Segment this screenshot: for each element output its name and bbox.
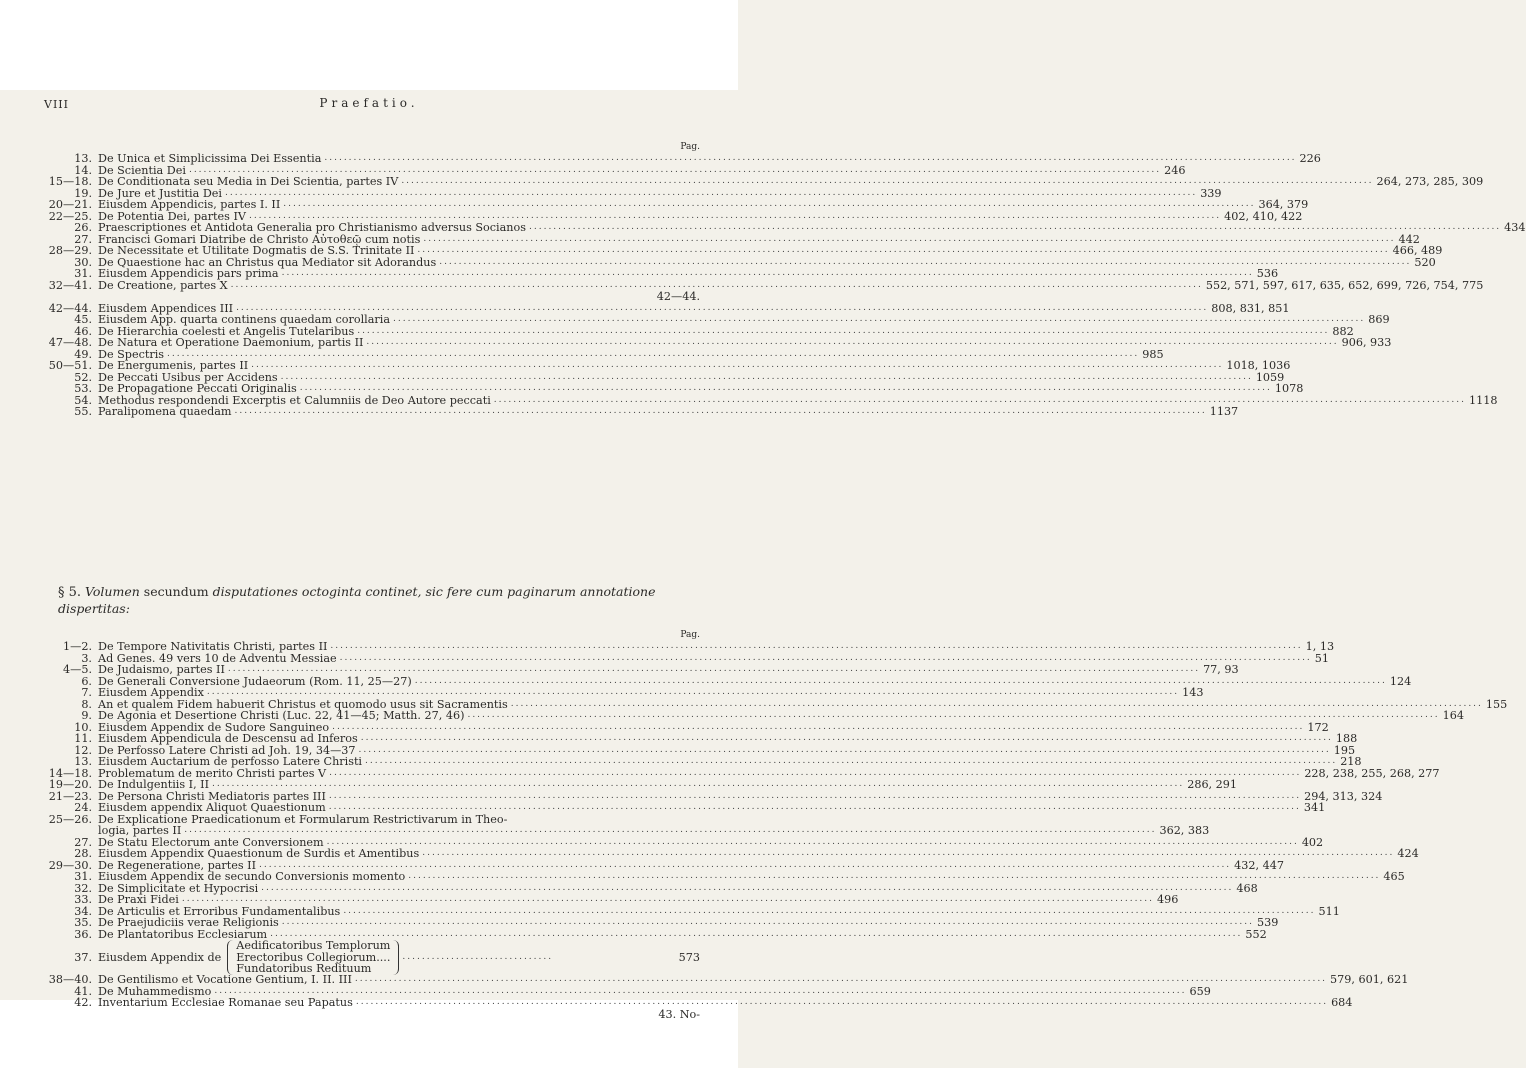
entry-title: De Spectris bbox=[98, 347, 165, 361]
entry-title: De Perfosso Latere Christi ad Joh. 19, 34—37 bbox=[98, 743, 356, 757]
entry-number: 42. bbox=[74, 996, 92, 1009]
entry-title: Ad Genes. 49 vers 10 de Adventu Messiae bbox=[98, 651, 337, 665]
entry-number: 49. bbox=[74, 347, 92, 361]
entry-pages: 246 bbox=[1164, 163, 1186, 177]
entry-number: 26. bbox=[74, 221, 92, 234]
entry-number: 7. bbox=[81, 686, 92, 699]
entry-number: 31. bbox=[74, 267, 92, 280]
entry-number: 50—51. bbox=[48, 359, 92, 372]
entry-number: 36. bbox=[74, 927, 92, 941]
dot-leader: ........................................................................................................................................................................................................ bbox=[184, 825, 1157, 835]
dot-leader: ........................................................................................................................................................................................................ bbox=[417, 245, 1390, 255]
entry-number: 41. bbox=[74, 984, 92, 998]
entry-number: 4—5. bbox=[63, 663, 92, 676]
entry-title: Eiusdem Appendix Quaestionum de Surdis et Amentibus bbox=[98, 847, 420, 860]
brace-item: Aedificatoribus Templorum bbox=[236, 939, 391, 952]
entry-title: De Indulgentiis I, II bbox=[98, 778, 210, 791]
toc-entry bbox=[40, 244, 1443, 257]
dot-leader: ........................................................................................................................................................................................................ bbox=[358, 744, 1331, 755]
dot-leader: ........................................................................................................................................................................................................ bbox=[188, 164, 1162, 175]
dot-leader: ........................................................................................................................................................................................................ bbox=[360, 733, 1333, 743]
dot-leader: ........................................................................................................................................................................................................ bbox=[330, 641, 1303, 651]
entry-pages: 1137 bbox=[1209, 405, 1239, 418]
entry-title: De Propagatione Peccati Originalis bbox=[98, 382, 297, 395]
page-header bbox=[44, 96, 694, 116]
entry-pages: 465 bbox=[1383, 870, 1405, 883]
entry-title: Francisci Gomari Diatribe de Christo Αὐτοθεῷ cum notis bbox=[98, 232, 421, 246]
entry-number: 3. bbox=[81, 651, 92, 665]
entry-title: De Potentia Dei, partes IV bbox=[98, 209, 246, 223]
toc-section-2 bbox=[40, 630, 1508, 1021]
dot-leader: ........................................................................................................................................................................................................ bbox=[261, 882, 1234, 893]
dot-leader: ........................................................................................................................................................................................................ bbox=[414, 675, 1387, 686]
entry-number: 22—25. bbox=[48, 209, 92, 223]
dot-leader: ........................................................................................................................................................................................................ bbox=[339, 652, 1312, 663]
entry-number: 45. bbox=[74, 313, 92, 326]
dot-leader: ........................................................................................................................................................................................................ bbox=[355, 997, 1329, 1007]
dot-leader: ........................................................................................................................................................................................................ bbox=[423, 233, 1396, 244]
entry-number: 30. bbox=[74, 255, 92, 269]
entry-pages: 906, 933 bbox=[1341, 336, 1392, 349]
entry-title: De Regeneratione, partes II bbox=[98, 858, 256, 872]
dot-leader: ........................................................................................................................................................................................................ bbox=[212, 779, 1185, 789]
entry-pages: 362, 383 bbox=[1159, 824, 1210, 837]
pag-column-label: Pag. bbox=[680, 630, 700, 640]
entry-number: 46. bbox=[74, 324, 92, 338]
entry-pages: 402 bbox=[1301, 835, 1324, 849]
toc-entry bbox=[40, 278, 1484, 292]
entry-title: De Gentilismo et Vocatione Gentium, I. II. III bbox=[98, 973, 352, 986]
entry-title: De Jure et Justitia Dei bbox=[98, 186, 223, 200]
dot-leader: ........................................................................................................................................................................................................ bbox=[214, 985, 1187, 996]
toc-entry bbox=[40, 152, 1321, 165]
entry-title: Methodus respondendi Excerptis et Calumniis de Deo Autore peccati bbox=[98, 393, 491, 407]
entry-pages: 124 bbox=[1389, 674, 1412, 688]
entry-pages: 432, 447 bbox=[1234, 858, 1284, 872]
dot-leader: ........................................................................................................................................................................................................ bbox=[467, 710, 1440, 720]
toc-entry bbox=[40, 732, 1358, 745]
dot-leader: ........................................................................................................................................................................................................ bbox=[225, 187, 1198, 198]
entry-pages: 188 bbox=[1335, 732, 1358, 745]
entry-number: 14—18. bbox=[48, 766, 92, 780]
entry-number: 52. bbox=[74, 370, 92, 384]
brace-group bbox=[227, 940, 399, 975]
dot-leader: ........................................................................................................................................................................................................ bbox=[493, 394, 1466, 405]
entry-pages: 869 bbox=[1368, 313, 1390, 326]
dot-leader: ........................................................................................................................................................................................................ bbox=[326, 836, 1299, 847]
dot-leader: ........................................................................................................................................................................................................ bbox=[329, 767, 1302, 778]
entry-number: 19. bbox=[74, 186, 92, 200]
entry-pages: 496 bbox=[1157, 893, 1179, 906]
entry-number: 29—30. bbox=[48, 858, 92, 872]
entry-title: De Generali Conversione Judaeorum (Rom. 11, 25—27) bbox=[98, 674, 412, 688]
entry-title: De Peccati Usibus per Accidens bbox=[98, 370, 278, 384]
toc-entry bbox=[40, 755, 1362, 768]
toc-entry bbox=[40, 221, 1526, 234]
section-heading-secundum: secundum bbox=[143, 584, 209, 599]
brace-item: Fundatoribus Redituum bbox=[236, 962, 372, 975]
entry-number: 10. bbox=[74, 720, 92, 734]
running-title: Praefatio. bbox=[319, 96, 419, 110]
entry-pages: 339 bbox=[1200, 186, 1222, 200]
toc-entry bbox=[40, 778, 1238, 791]
dot-leader: ........................................................................................................................................................................................................ bbox=[251, 360, 1224, 370]
entry-number: 27. bbox=[74, 232, 92, 246]
entry-number: 35. bbox=[74, 916, 92, 929]
dot-leader: ........................................................................................................................................................................................................ bbox=[283, 199, 1256, 209]
dot-leader: ........................................................................................................................................................................................................ bbox=[234, 406, 1207, 416]
toc-entry bbox=[40, 267, 1279, 280]
entry-number bbox=[40, 825, 98, 837]
entry-pages: 579, 601, 621 bbox=[1330, 973, 1409, 986]
dot-leader: ........................................................................................................................................................................................................ bbox=[281, 268, 1254, 278]
entry-pages: 520 bbox=[1414, 255, 1436, 269]
entry-pages: 424 bbox=[1397, 847, 1419, 860]
entry-pages: 1, 13 bbox=[1305, 640, 1335, 653]
entry-number: 6. bbox=[81, 674, 92, 688]
continuation-line: 42—44. bbox=[656, 290, 700, 303]
entry-number: 15—18. bbox=[48, 175, 92, 188]
entry-title: De Praxi Fidei bbox=[98, 893, 179, 906]
toc-entry bbox=[40, 801, 1326, 814]
entry-number: 20—21. bbox=[48, 198, 92, 211]
entry-pages: 1018, 1036 bbox=[1226, 359, 1291, 372]
entry-number: 19—20. bbox=[48, 778, 92, 791]
entry-title: De Creatione, partes X bbox=[98, 278, 228, 292]
entry-number: 8. bbox=[81, 697, 92, 711]
entry-title: Eiusdem Auctarium de perfosso Latere Christi bbox=[98, 755, 363, 768]
entry-title: Eiusdem Appendicula de Descensu ad Inferos bbox=[98, 732, 358, 745]
entry-number: 32. bbox=[74, 881, 92, 895]
entry-number: 27. bbox=[74, 835, 92, 849]
entry-title: De Conditionata seu Media in Dei Scientia, partes IV bbox=[98, 175, 399, 188]
dot-leader: ........................................................................................................................................................................................................ bbox=[281, 917, 1254, 927]
dot-leader: ........................................................................................................................................................................................................ bbox=[206, 687, 1180, 697]
page-top-margin bbox=[0, 0, 738, 90]
entry-number: 54. bbox=[74, 393, 92, 407]
entry-title: De Tempore Nativitatis Christi, partes II bbox=[98, 640, 328, 653]
entry-title: De Statu Electorum ante Conversionem bbox=[98, 835, 324, 849]
entry-pages: 1059 bbox=[1255, 370, 1285, 384]
entry-pages: 286, 291 bbox=[1187, 778, 1238, 791]
dot-leader: ........................................................................................................................................................................................................ bbox=[401, 176, 1374, 186]
dot-leader: ........................................................................................................................................................................................................ bbox=[259, 859, 1232, 870]
entry-title: Eiusdem App. quarta continens quaedam corollaria bbox=[98, 313, 391, 326]
entry-number: 55. bbox=[74, 405, 92, 418]
entry-pages: 466, 489 bbox=[1392, 244, 1443, 257]
dot-leader: ........................................................................................................................................................................................................ bbox=[167, 348, 1140, 359]
entry-pages: 294, 313, 324 bbox=[1304, 789, 1383, 803]
entry-number: 28—29. bbox=[48, 244, 92, 257]
entry-number: 14. bbox=[74, 163, 92, 177]
dot-leader: ........................................................................................................................................................................................................ bbox=[324, 153, 1297, 163]
page-number: VIII bbox=[44, 98, 69, 111]
dot-leader: ........................................................................................................................................................................................................ bbox=[280, 371, 1253, 382]
entry-title: De Articulis et Erroribus Fundamentalibus bbox=[98, 904, 341, 918]
entry-title: Eiusdem Appendix de secundo Conversionis momento bbox=[98, 870, 406, 883]
entry-title: De Natura et Operatione Daemonium, partis II bbox=[98, 336, 364, 349]
entry-pages: 226 bbox=[1299, 152, 1321, 165]
pag-column-label: Pag. bbox=[680, 142, 700, 152]
entry-pages: 164 bbox=[1442, 709, 1464, 722]
entry-title: Eiusdem Appendicis, partes I. II bbox=[98, 198, 281, 211]
entry-title: De Scientia Dei bbox=[98, 163, 186, 177]
dot-leader: ........................................................................................................................................................................................................ bbox=[332, 721, 1305, 732]
entry-pages: 552 bbox=[1245, 927, 1267, 941]
entry-pages: 882 bbox=[1332, 324, 1354, 338]
toc-section-1 bbox=[40, 142, 1526, 418]
toc-entry-brace bbox=[40, 940, 700, 974]
entry-pages: 539 bbox=[1256, 916, 1279, 929]
toc-entry bbox=[40, 198, 1309, 211]
entry-pages: 51 bbox=[1314, 651, 1330, 665]
toc-entry bbox=[40, 405, 1239, 418]
dot-leader: ........................................................................................................................................................................................................ bbox=[236, 302, 1209, 313]
entry-number: 37. bbox=[74, 950, 92, 964]
entry-number: 33. bbox=[74, 893, 92, 906]
entry-number: 9. bbox=[81, 709, 92, 722]
dot-leader: ........................................................................................................................................................................................................ bbox=[270, 928, 1243, 939]
dot-leader: ........................................................................................................................................................................................................ bbox=[366, 337, 1339, 347]
toc-entry bbox=[40, 847, 1419, 860]
catchword: 43. No- bbox=[658, 1007, 700, 1021]
entry-pages: 442 bbox=[1398, 232, 1420, 246]
entry-number: 32—41. bbox=[48, 278, 92, 292]
entry-pages: 218 bbox=[1340, 755, 1362, 768]
entry-number: 12. bbox=[74, 743, 92, 757]
section-heading-volumen: Volumen bbox=[85, 584, 140, 599]
dot-leader: ........................................................................................................................................................................................................ bbox=[343, 905, 1316, 916]
toc-entry bbox=[40, 640, 1335, 653]
entry-title: Eiusdem Appendices III bbox=[98, 301, 234, 315]
toc-entry bbox=[40, 824, 1210, 837]
entry-number: 13. bbox=[74, 152, 92, 165]
dot-leader: ........................................................................................................................................................................................................ bbox=[510, 698, 1483, 709]
entry-pages: 143 bbox=[1182, 686, 1204, 699]
entry-title: De Persona Christi Mediatoris partes III bbox=[98, 789, 326, 803]
entry-pages: 468 bbox=[1236, 881, 1258, 895]
entry-pages: 172 bbox=[1307, 720, 1329, 734]
dot-leader: ........................................................................................................................................................................................................ bbox=[299, 383, 1272, 393]
dot-leader: ........................................................................................................................................................................................................ bbox=[328, 790, 1302, 801]
entry-pages: 155 bbox=[1485, 697, 1508, 711]
toc-entry bbox=[40, 709, 1464, 722]
toc-entry bbox=[40, 336, 1392, 349]
toc-entry bbox=[40, 893, 1179, 906]
toc-entry bbox=[40, 916, 1279, 929]
toc-entry bbox=[40, 663, 1239, 676]
entry-title: De Necessitate et Utilitate Dogmatis de S.S. Trinitate II bbox=[98, 244, 415, 257]
entry-title: De Simplicitate et Hypocrisi bbox=[98, 881, 259, 895]
dot-leader: ........................................................................................................................................................................................................ bbox=[328, 802, 1301, 812]
dot-leader: ........................................................................................................................................................................................................ bbox=[365, 756, 1338, 766]
toc-entry bbox=[40, 359, 1291, 372]
entry-pages: 552, 571, 597, 617, 635, 652, 699, 726, 754, 775 bbox=[1205, 278, 1484, 292]
entry-title: Eiusdem Appendix bbox=[98, 686, 204, 699]
section-mark: § 5. bbox=[58, 585, 82, 600]
entry-pages: 364, 379 bbox=[1258, 198, 1309, 211]
toc-entry bbox=[40, 973, 1409, 986]
entry-title: De Hierarchia coelesti et Angelis Tutelaribus bbox=[98, 324, 355, 338]
entry-number: 53. bbox=[74, 382, 92, 395]
entry-pages: 808, 831, 851 bbox=[1211, 301, 1290, 315]
dot-leader: ........................................................................................................................................................................................................ bbox=[248, 210, 1222, 221]
toc-entry bbox=[40, 382, 1304, 395]
dot-leader: ........................................................................................................................................................................................................ bbox=[408, 871, 1381, 881]
toc-entry bbox=[40, 870, 1405, 883]
section-heading-text: disputationes octoginta continet, sic fere cum paginarum annotatione dispertitas: bbox=[58, 584, 656, 616]
brace-item: Erectoribus Collegiorum.... bbox=[236, 950, 391, 964]
entry-number: 25—26. bbox=[48, 812, 92, 826]
entry-pages: 195 bbox=[1333, 743, 1356, 757]
entry-number: 42—44. bbox=[48, 301, 92, 315]
entry-pages: 1118 bbox=[1468, 393, 1498, 407]
dot-leader: ............................... bbox=[402, 951, 554, 962]
entry-title: Paralipomena quaedam bbox=[98, 405, 232, 418]
entry-title: De Explicatione Praedicationum et Formularum Restrictivarum in Theo- bbox=[98, 812, 508, 826]
entry-pages: 228, 238, 255, 268, 277 bbox=[1304, 766, 1440, 780]
entry-pages: 402, 410, 422 bbox=[1224, 209, 1303, 223]
entry-pages: 985 bbox=[1142, 347, 1164, 361]
entry-title: De Muhammedismo bbox=[98, 984, 212, 998]
entry-pages: 511 bbox=[1318, 904, 1340, 918]
entry-pages: 341 bbox=[1303, 801, 1326, 814]
toc-entry bbox=[40, 313, 1390, 326]
entry-number: 13. bbox=[74, 755, 92, 768]
entry-title: An et qualem Fidem habuerit Christus et quomodo usus sit Sacramentis bbox=[98, 697, 508, 711]
toc-entry bbox=[40, 175, 1484, 188]
entry-title: De Unica et Simplicissima Dei Essentia bbox=[98, 152, 322, 165]
entry-pages: 659 bbox=[1189, 984, 1211, 998]
entry-title: logia, partes II bbox=[98, 824, 182, 837]
entry-pages: 536 bbox=[1256, 267, 1279, 280]
entry-pages: 684 bbox=[1331, 996, 1353, 1009]
entry-pages: 573 bbox=[678, 950, 700, 964]
entry-pages: 434 bbox=[1504, 221, 1526, 234]
entry-number: 11. bbox=[74, 732, 92, 745]
entry-title: De Energumenis, partes II bbox=[98, 359, 249, 372]
dot-leader: ........................................................................................................................................................................................................ bbox=[227, 664, 1201, 674]
entry-number: 47—48. bbox=[48, 336, 92, 349]
dot-leader: ........................................................................................................................................................................................................ bbox=[422, 848, 1395, 858]
entry-title: De Agonia et Desertione Christi (Luc. 22, 41—45; Matth. 27, 46) bbox=[98, 709, 465, 722]
toc-entry bbox=[40, 686, 1204, 699]
entry-title: Inventarium Ecclesiae Romanae seu Papatus bbox=[98, 996, 353, 1009]
entry-pages: 1078 bbox=[1274, 382, 1304, 395]
entry-title: Praescriptiones et Antidota Generalia pro Christianismo adversus Socianos bbox=[98, 221, 526, 234]
entry-pages: 77, 93 bbox=[1203, 663, 1239, 676]
entry-title: De Judaismo, partes II bbox=[98, 663, 225, 676]
toc-entry bbox=[40, 996, 1353, 1009]
dot-leader: ........................................................................................................................................................................................................ bbox=[354, 974, 1328, 984]
dot-leader: ........................................................................................................................................................................................................ bbox=[393, 314, 1366, 324]
dot-leader: ........................................................................................................................................................................................................ bbox=[529, 222, 1502, 232]
entry-title: De Quaestione hac an Christus qua Mediator sit Adorandus bbox=[98, 255, 437, 269]
brace-lead: Eiusdem Appendix de bbox=[98, 950, 222, 964]
entry-number: 34. bbox=[74, 904, 92, 918]
entry-title: Eiusdem Appendix de Sudore Sanguineo bbox=[98, 720, 330, 734]
entry-number: 38—40. bbox=[48, 973, 92, 986]
entry-title: De Plantatoribus Ecclesiarum bbox=[98, 927, 268, 941]
entry-number: 21—23. bbox=[48, 789, 92, 803]
entry-number: 1—2. bbox=[63, 640, 92, 653]
entry-title: Eiusdem appendix Aliquot Quaestionum bbox=[98, 801, 326, 814]
entry-title: Problematum de merito Christi partes V bbox=[98, 766, 327, 780]
dot-leader: ........................................................................................................................................................................................................ bbox=[357, 325, 1330, 336]
entry-number: 31. bbox=[74, 870, 92, 883]
entry-number: 24. bbox=[74, 801, 92, 814]
entry-title: De Praejudiciis verae Religionis bbox=[98, 916, 279, 929]
section-5-heading bbox=[58, 584, 698, 617]
dot-leader: ........................................................................................................................................................................................................ bbox=[181, 894, 1155, 904]
entry-pages: 264, 273, 285, 309 bbox=[1376, 175, 1484, 188]
entry-title: Eiusdem Appendicis pars prima bbox=[98, 267, 279, 280]
dot-leader: ........................................................................................................................................................................................................ bbox=[439, 256, 1412, 267]
dot-leader: ........................................................................................................................................................................................................ bbox=[230, 279, 1203, 290]
entry-number: 28. bbox=[74, 847, 92, 860]
